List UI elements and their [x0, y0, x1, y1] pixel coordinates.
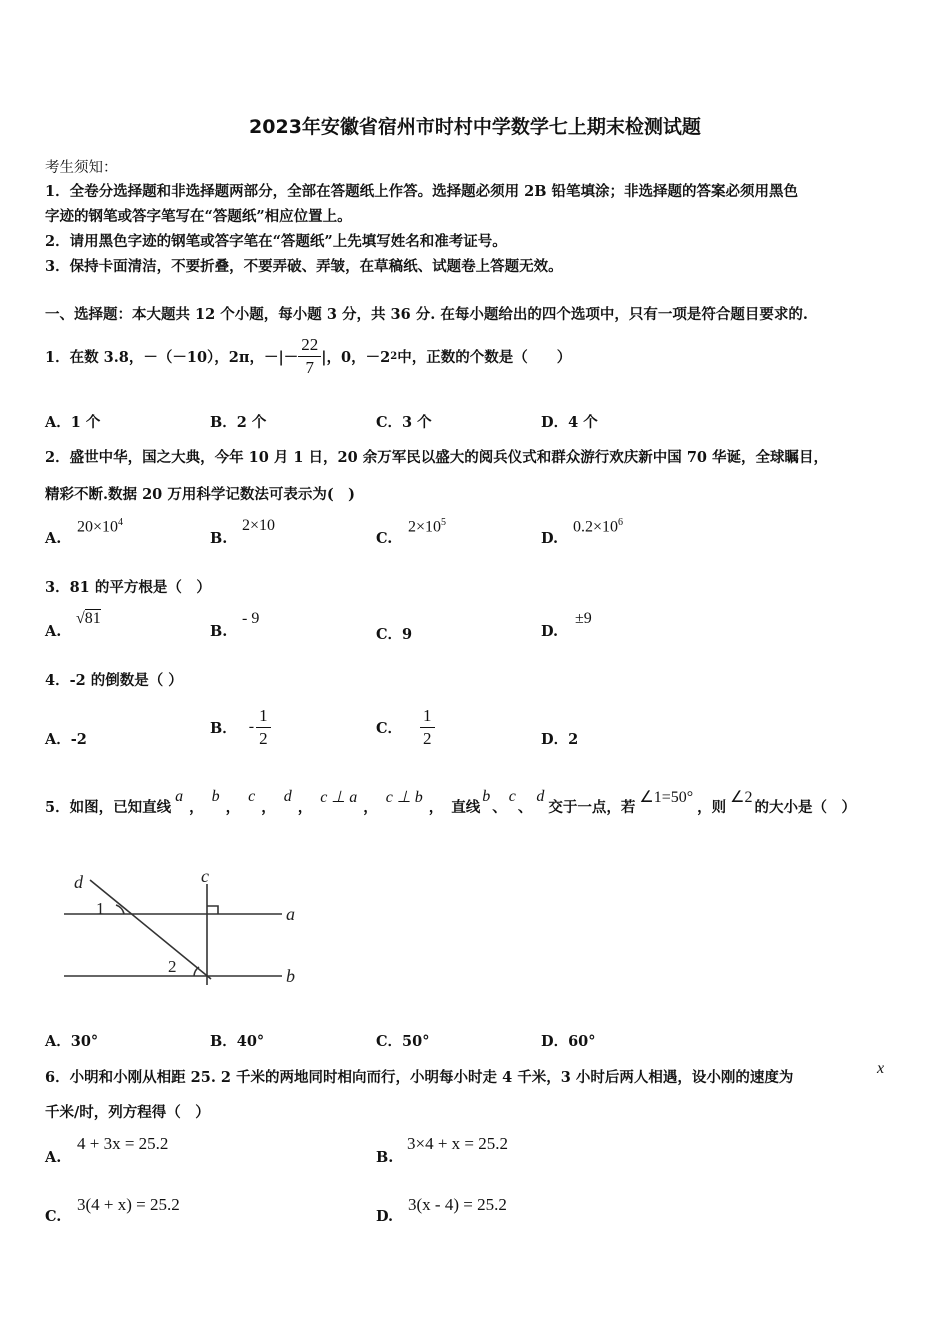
- q4-b-sign: -: [248, 718, 255, 735]
- q5-comma: ，: [428, 798, 444, 816]
- q1-prefix: 1．在数 3.8，－（－10），2π，－|－: [45, 348, 299, 366]
- q3-option-b[interactable]: - 9: [242, 610, 260, 627]
- q5-var-c: c: [248, 788, 256, 805]
- question-2-line-1: 2．盛世中华，国之大典，今年 10 月 1 日，20 余万军民以盛大的阅兵仪式和群众游行欢庆新中国 70 华诞，全球瞩目，: [45, 449, 829, 466]
- q1-frac-num: 22: [298, 334, 321, 357]
- q5-angle-1: ∠1=50°: [639, 789, 694, 806]
- notice-line-2: 2．请用黑色字迹的钢笔或答字笔在“答题纸”上先填写姓名和准考证号。: [45, 233, 507, 250]
- q2-d-exp: 6: [618, 517, 624, 528]
- notice-line-1a: 1．全卷分选择题和非选择题两部分，全部在答题纸上作答。选择题必须用 2B 铅笔填涂；非选择题的答案必须用黑色: [45, 183, 799, 200]
- q5-option-d[interactable]: D．60°: [541, 1033, 596, 1050]
- q5-comma: ，: [189, 798, 204, 816]
- q5-intersect: 交于一点，若: [548, 798, 636, 816]
- q5-figure: [60, 868, 310, 993]
- q5-sep: 、: [517, 798, 533, 816]
- q6-option-b-label[interactable]: B.: [376, 1149, 394, 1166]
- q4-b-den: 2: [259, 728, 268, 748]
- q4-b-fraction: [256, 705, 271, 750]
- section-heading: 一、选择题：本大题共 12 个小题，每小题 3 分，共 36 分. 在每小题给出的四个选项中，只有一项是符合题目要求的.: [45, 306, 808, 323]
- q4-c-fraction: [420, 705, 435, 750]
- q2-option-a-label[interactable]: A.: [45, 530, 62, 547]
- q5-option-b[interactable]: B．40°: [210, 1033, 265, 1050]
- q2-c-base: 2×10: [408, 518, 442, 536]
- q2-a-base: 20×10: [77, 518, 119, 536]
- q4-b-label: B．: [210, 719, 237, 737]
- q5-perp-2: c ⊥ b: [385, 789, 423, 806]
- q4-option-c[interactable]: [376, 703, 435, 751]
- label-b: b: [286, 966, 295, 986]
- label-c: c: [201, 868, 209, 886]
- q2-option-a[interactable]: [77, 517, 123, 536]
- q5-comma: ，: [225, 798, 241, 816]
- q2-option-d-label[interactable]: D.: [541, 530, 559, 547]
- q1-fraction: [298, 334, 321, 379]
- q5-comma: ，: [261, 798, 276, 816]
- q2-option-c-label[interactable]: C.: [376, 530, 393, 547]
- q3-option-d[interactable]: ±9: [575, 610, 592, 627]
- q6-option-a-label[interactable]: A.: [45, 1149, 62, 1166]
- q5-line-word: 直线: [451, 798, 481, 816]
- q4-b-num: 1: [256, 705, 271, 728]
- q1-option-a[interactable]: A．1 个: [45, 414, 101, 431]
- notice-line-3: 3．保持卡面清洁，不要折叠，不要弄破、弄皱，在草稿纸、试题卷上答题无效。: [45, 258, 563, 275]
- question-5-stem: [45, 786, 856, 826]
- q5-option-a[interactable]: A．30°: [45, 1033, 99, 1050]
- q6-option-b[interactable]: 3×4 + x = 25.2: [407, 1134, 509, 1153]
- q5-comma: ，: [363, 798, 378, 816]
- q5-angle-2: ∠2: [730, 789, 753, 806]
- q4-c-label: C．: [376, 719, 403, 737]
- q1-frac-den: 7: [305, 357, 315, 377]
- q4-option-a[interactable]: A．-2: [45, 731, 87, 748]
- q6-var-x: x: [877, 1060, 885, 1077]
- q4-c-num: 1: [420, 705, 435, 728]
- right-angle-mark: [207, 906, 218, 914]
- q5-perp-1: c ⊥ a: [320, 789, 358, 806]
- label-d: d: [74, 872, 83, 892]
- question-1-stem: [45, 330, 571, 382]
- page-title: 2023年安徽省宿州市时村中学数学七上期末检测试题: [249, 116, 701, 138]
- q6-option-c-label[interactable]: C.: [45, 1208, 62, 1225]
- q2-option-d[interactable]: [573, 517, 623, 536]
- q6-option-c[interactable]: 3(4 + x) = 25.2: [77, 1195, 180, 1214]
- q5-sep: 、: [492, 798, 507, 816]
- q2-a-exp: 4: [118, 517, 124, 528]
- q1-sup: 2: [390, 350, 398, 362]
- q5-var-b2: b: [482, 788, 491, 805]
- label-2: 2: [168, 957, 177, 976]
- q4-c-den: 2: [423, 728, 432, 748]
- q5-var-d: d: [283, 788, 292, 805]
- q3-option-c[interactable]: C．9: [376, 626, 413, 643]
- q1-option-c[interactable]: C．3 个: [376, 414, 432, 431]
- q3-option-d-label[interactable]: D.: [541, 623, 559, 640]
- angle-2-arc: [194, 967, 199, 976]
- notice-heading: 考生须知：: [45, 160, 118, 176]
- q2-option-b-label[interactable]: B.: [210, 530, 228, 547]
- line-d: [90, 880, 211, 979]
- q1-option-d[interactable]: D．4 个: [541, 414, 598, 431]
- q3-option-a-label[interactable]: A.: [45, 623, 62, 640]
- q5-comma: ，: [297, 798, 313, 816]
- q5-end: 的大小是（ ）: [754, 798, 857, 816]
- question-6-line-1: 6．小明和小刚从相距 25. 2 千米的两地同时相向而行，小明每小时走 4 千米，3 小时后两人相遇，设小刚的速度为: [45, 1069, 794, 1086]
- q3-a-radicand: 81: [84, 610, 101, 627]
- q4-option-b[interactable]: [210, 703, 271, 751]
- q1-option-b[interactable]: B．2 个: [210, 414, 267, 431]
- q5-var-a: a: [175, 788, 184, 805]
- notice-line-1b: 字迹的钢笔或答字笔写在“答题纸”相应位置上。: [45, 208, 352, 225]
- label-1: 1: [96, 899, 105, 918]
- q5-var-c2: c: [508, 788, 516, 805]
- q4-option-d[interactable]: D．2: [541, 731, 579, 748]
- q2-c-exp: 5: [441, 517, 447, 528]
- q6-option-d[interactable]: 3(x - 4) = 25.2: [408, 1195, 507, 1214]
- question-3-stem: 3．81 的平方根是（ ）: [45, 579, 211, 596]
- q3-option-a[interactable]: √81: [76, 610, 101, 627]
- q5-var-d2: d: [536, 788, 545, 805]
- q5-stem-start: 5．如图，已知直线: [45, 798, 172, 816]
- q1-suffix: 中，正数的个数是（ ）: [397, 348, 572, 366]
- label-a: a: [286, 904, 295, 924]
- q5-var-b: b: [211, 788, 220, 805]
- q1-mid: |，0，－2: [321, 348, 391, 366]
- q5-then: ，则: [697, 798, 727, 816]
- q5-option-c[interactable]: C．50°: [376, 1033, 430, 1050]
- q6-option-a[interactable]: 4 + 3x = 25.2: [77, 1134, 169, 1153]
- q2-option-b[interactable]: 2×10: [242, 517, 276, 534]
- question-6-line-2: 千米/时，列方程得（ ）: [45, 1104, 210, 1121]
- q2-option-c[interactable]: [408, 517, 446, 536]
- question-4-stem: 4．-2 的倒数是（ ）: [45, 672, 183, 689]
- q3-option-b-label[interactable]: B.: [210, 623, 228, 640]
- q2-d-base: 0.2×10: [573, 518, 619, 536]
- question-2-line-2: 精彩不断.数据 20 万用科学记数法可表示为( ): [45, 486, 356, 503]
- q6-option-d-label[interactable]: D.: [376, 1208, 394, 1225]
